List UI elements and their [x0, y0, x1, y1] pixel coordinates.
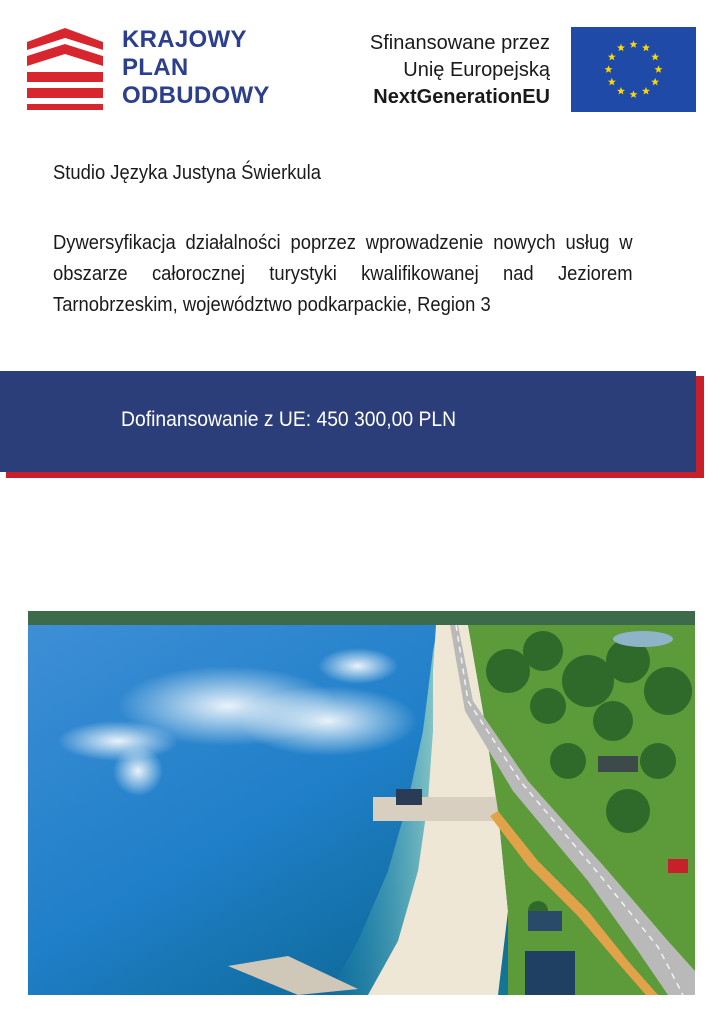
kpo-logo-line1: KRAJOWY: [122, 26, 247, 53]
company-name: Studio Języka Justyna Świerkula: [53, 162, 321, 184]
funding-amount: Dofinansowanie z UE: 450 300,00 PLN: [121, 408, 457, 431]
funded-by-text: [370, 30, 550, 111]
kpo-logo-line2: PLAN: [122, 54, 189, 81]
project-description: Dywersyfikacja działalności poprzez wprowadzenie nowych usług w obszarze całorocznej turystyki kwalifikowanej nad Jeziorem Tarnobrzeskim, województwo podkarpackie, Region 3: [53, 232, 633, 316]
eu-flag-icon: [571, 27, 696, 112]
header: [0, 0, 724, 130]
lake-aerial-photo: [28, 611, 695, 995]
kpo-logo-icon: [27, 28, 103, 110]
funded-line3: NextGenerationEU: [373, 86, 550, 108]
kpo-logo-line3: ODBUDOWY: [122, 82, 270, 109]
kpo-logo-text: [122, 26, 270, 110]
funded-line1: Sfinansowane przez: [369, 32, 550, 54]
funded-line2: Unię Europejską: [403, 59, 550, 81]
